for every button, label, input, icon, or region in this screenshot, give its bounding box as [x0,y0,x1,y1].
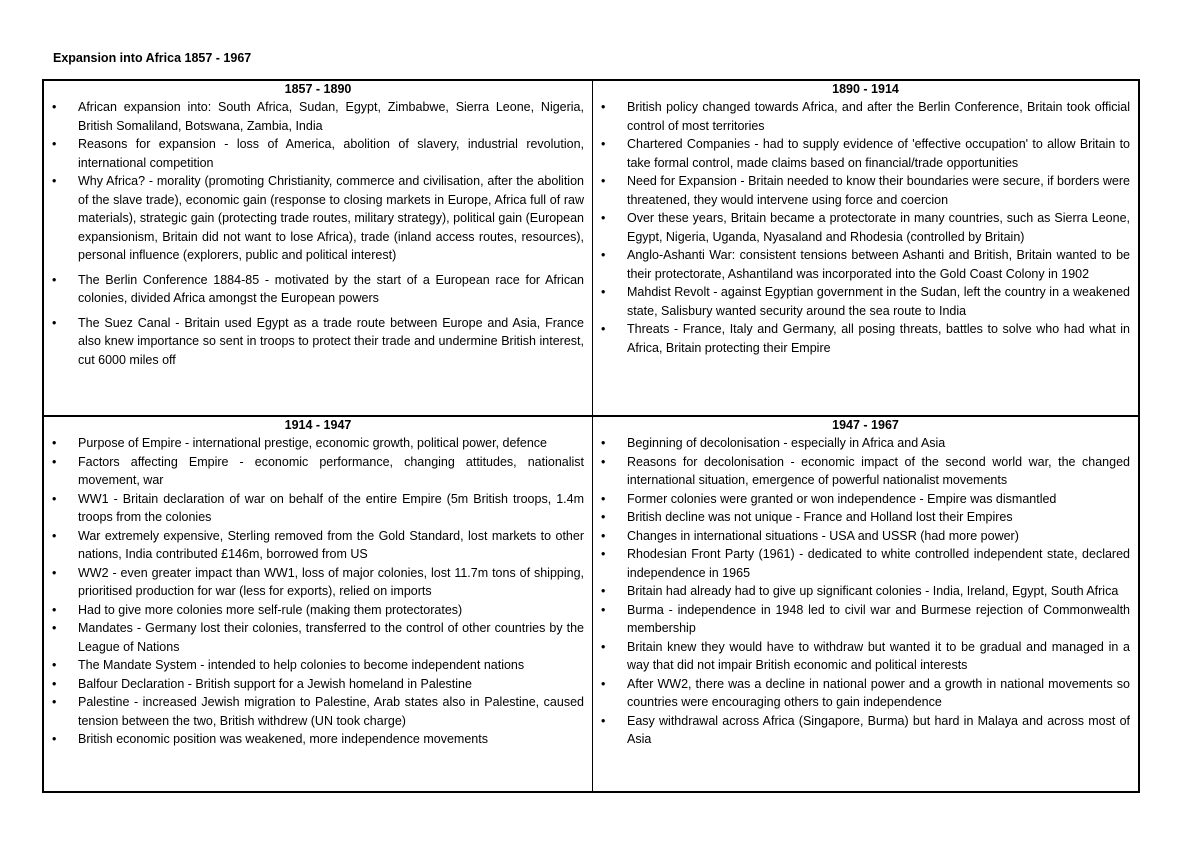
bullet-item: • Need for Expansion - Britain needed to know their boundaries were secure, if borders were threatened, they would intervene using force and coercion [593,172,1138,209]
bullet-list [44,98,592,369]
bullet-item: • Former colonies were granted or won independence - Empire was dismantled [593,490,1138,509]
bullet-item: • Changes in international situations - USA and USSR (had more power) [593,527,1138,546]
bullet-item: • British economic position was weakened, more independence movements [44,730,592,749]
bullet-item: • Chartered Companies - had to supply evidence of 'effective occupation' to allow Britain to take formal control, made claims based on financial/trade opportunities [593,135,1138,172]
bullet-list [593,434,1138,749]
bullet-item: • British decline was not unique - France and Holland lost their Empires [593,508,1138,527]
bullet-item: • Mandates - Germany lost their colonies, transferred to the control of other countries by the League of Nations [44,619,592,656]
bullet-item: • The Mandate System - intended to help colonies to become independent nations [44,656,592,675]
bullet-item: • Easy withdrawal across Africa (Singapore, Burma) but hard in Malaya and across most of Asia [593,712,1138,749]
bullet-item: • The Berlin Conference 1884-85 - motivated by the start of a European race for African colonies, divided Africa amongst the European powers [44,271,592,308]
bullet-item: • Britain had already had to give up significant colonies - India, Ireland, Egypt, South Africa [593,582,1138,601]
bullet-item: • The Suez Canal - Britain used Egypt as a trade route between Europe and Asia, France also knew importance so sent in troops to protect their trade and undermine British interest, cut 6000 miles off [44,314,592,370]
bullet-item: • Palestine - increased Jewish migration to Palestine, Arab states also in Palestine, caused tension between the two, British withdrew (UN took charge) [44,693,592,730]
bullet-item: • Britain knew they would have to withdraw but wanted it to be gradual and managed in a way that did not impair British economic and political interests [593,638,1138,675]
bullet-item: • Reasons for decolonisation - economic impact of the second world war, the changed international situation, emergence of powerful nationalist movements [593,453,1138,490]
bullet-item: • War extremely expensive, Sterling removed from the Gold Standard, lost markets to other nations, India contributed £146m, borrowed from US [44,527,592,564]
section-1890-1914 [593,81,1138,417]
bullet-item: • British policy changed towards Africa, and after the Berlin Conference, Britain took official control of most territories [593,98,1138,135]
document-title: Expansion into Africa 1857 - 1967 [53,51,252,65]
bullet-item: • Beginning of decolonisation - especially in Africa and Asia [593,434,1138,453]
section-1857-1890 [44,81,593,417]
bullet-item: • Threats - France, Italy and Germany, all posing threats, battles to solve who had what in Africa, Britain protecting their Empire [593,320,1138,357]
bullet-item: • Rhodesian Front Party (1961) - dedicated to white controlled independent state, declared independence in 1965 [593,545,1138,582]
bullet-item: • WW2 - even greater impact than WW1, loss of major colonies, lost 11.7m tons of shipping, prioritised production for war (less for exports), relied on imports [44,564,592,601]
section-heading: 1857 - 1890 [284,82,352,96]
section-heading: 1947 - 1967 [832,418,899,432]
bullet-item: • Anglo-Ashanti War: consistent tensions between Ashanti and British, Britain wanted to be their protectorate, Ashantiland was incorporated into the Gold Coast Colony in 1902 [593,246,1138,283]
bullet-item: • African expansion into: South Africa, Sudan, Egypt, Zimbabwe, Sierra Leone, Nigeria, British Somaliland, Botswana, Zambia, India [44,98,592,135]
bullet-item: • Purpose of Empire - international prestige, economic growth, political power, defence [44,434,592,453]
bullet-list [593,98,1138,357]
section-1947-1967 [593,417,1138,791]
bullet-item: • Reasons for expansion - loss of America, abolition of slavery, industrial revolution, international competition [44,135,592,172]
section-1914-1947 [44,417,593,791]
bullet-item: • Over these years, Britain became a protectorate in many countries, such as Sierra Leone, Egypt, Nigeria, Uganda, Nyasaland and Rhodesia (controlled by Britain) [593,209,1138,246]
section-heading: 1890 - 1914 [832,82,899,96]
section-heading: 1914 - 1947 [284,418,352,432]
bullet-item: • Balfour Declaration - British support for a Jewish homeland in Palestine [44,675,592,694]
bullet-item: • Why Africa? - morality (promoting Christianity, commerce and civilisation, after the abolition of the slave trade), economic gain (response to closing markets in Europe, Africa full of raw materials), strategic gain (protecting trade routes, military strategy), political gain (European expansionism, Britain did not want to lose Africa), trade (inland access routes, resources), personal influence (explorers, public and political interest) [44,172,592,265]
bullet-item: • After WW2, there was a decline in national power and a growth in national movements so countries were encouraging others to gain independence [593,675,1138,712]
bullet-item: • Burma - independence in 1948 led to civil war and Burmese rejection of Commonwealth membership [593,601,1138,638]
summary-table [42,79,1140,793]
bullet-item: • Mahdist Revolt - against Egyptian government in the Sudan, left the country in a weakened state, Salisbury wanted security around the sea route to India [593,283,1138,320]
bullet-item: • Had to give more colonies more self-rule (making them protectorates) [44,601,592,620]
bullet-list [44,434,592,749]
bullet-item: • Factors affecting Empire - economic performance, changing attitudes, nationalist movement, war [44,453,592,490]
bullet-item: • WW1 - Britain declaration of war on behalf of the entire Empire (5m British troops, 1.4m troops from the colonies [44,490,592,527]
